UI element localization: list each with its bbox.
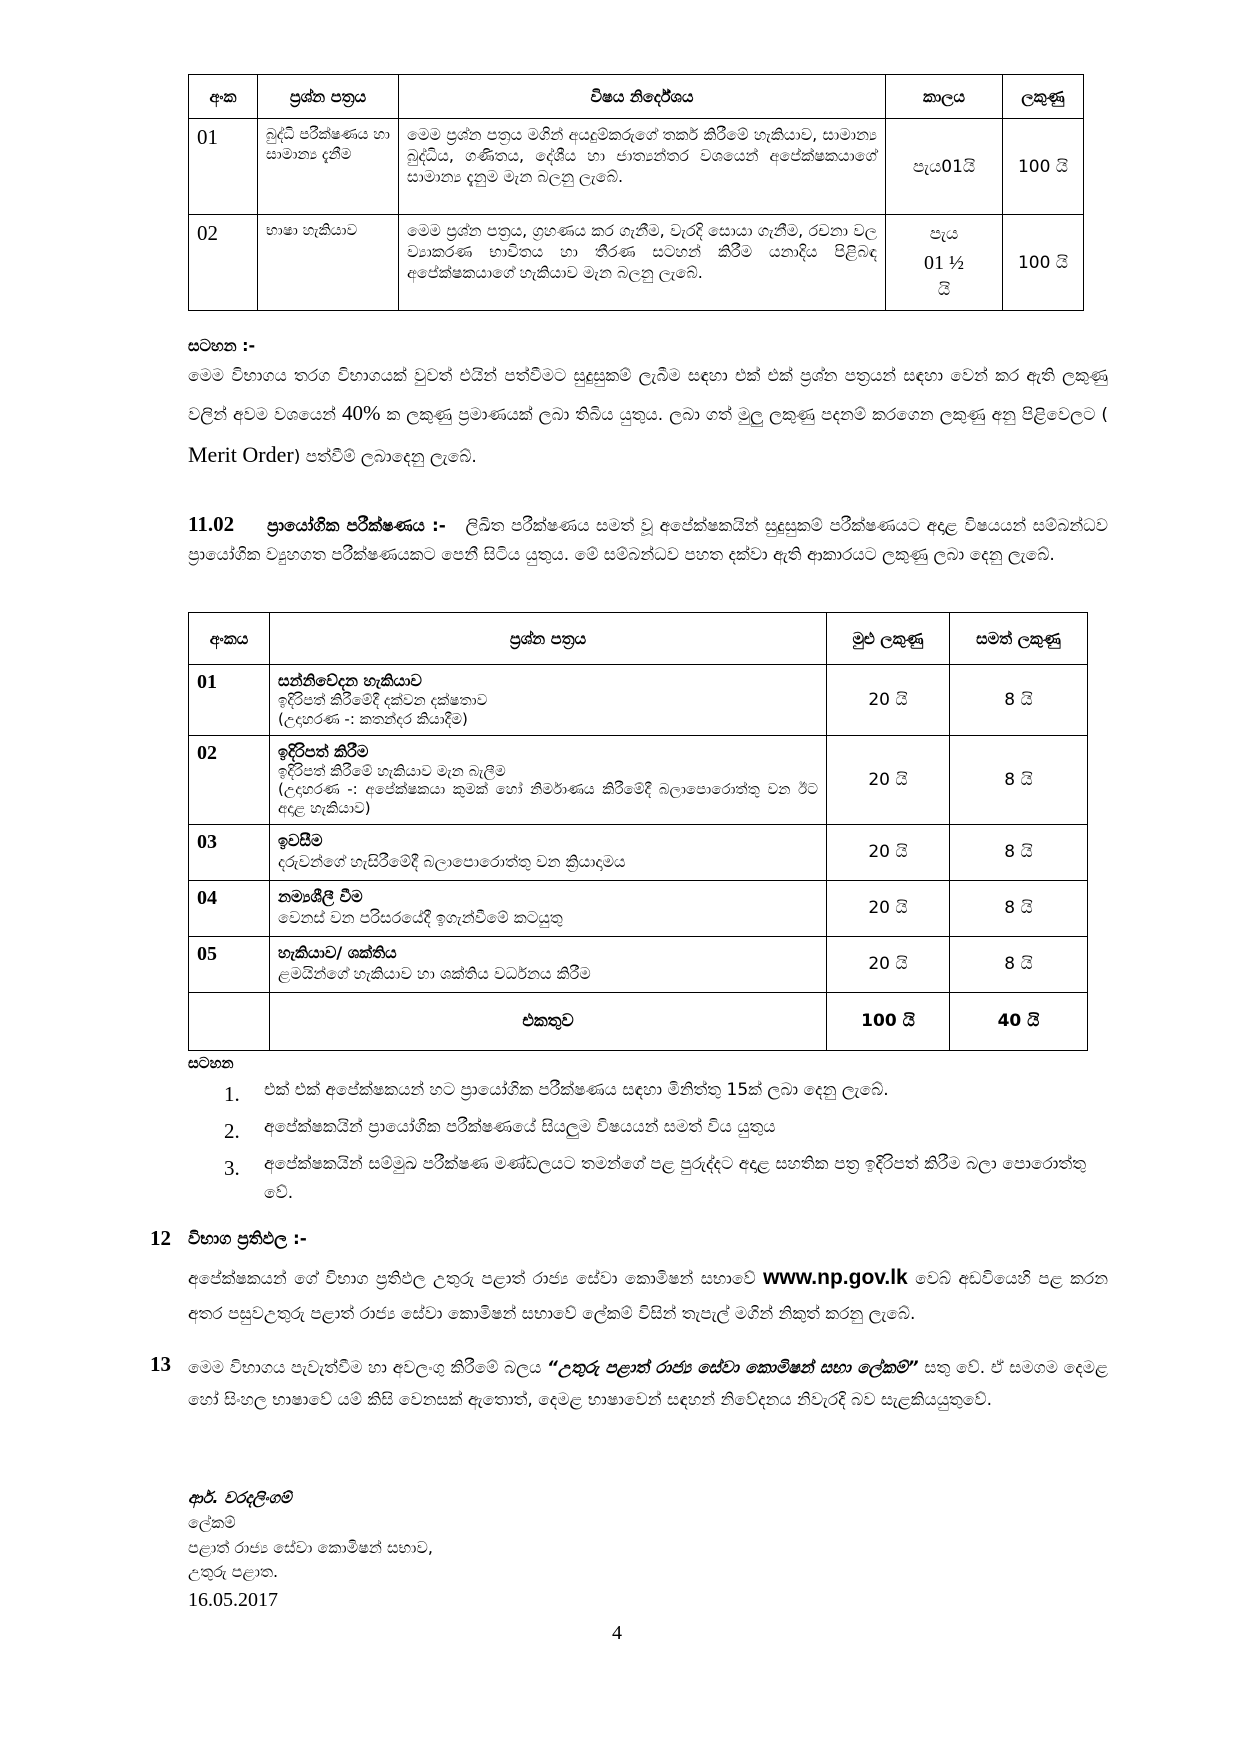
criterion [270, 665, 827, 736]
authority-text: සතු වේ. ඒ සමගම දෙමළ හෝ සිංහල භාෂාවේ යම් කිසි වෙනසක් ඇතොත්, දෙමළ භාෂාවෙන් සඳහන් නිවේදනය නිවැරදි බව සැළකියයුතුවේ. [188, 1358, 1108, 1411]
empty-cell [189, 992, 270, 1050]
total-marks: 20 යි [827, 880, 950, 936]
exam-papers-table [188, 74, 1084, 311]
criterion-title: සන්නිවේදන හැකියාව [278, 671, 422, 690]
item-number: 2. [224, 1118, 240, 1143]
note-text: ) පත්වීම් ලබාදෙනු ලැබේ. [293, 447, 477, 468]
col-header-marks: ලකුණු [1003, 75, 1084, 119]
section-number: 12 [150, 1226, 171, 1250]
website-url: www.np.gov.lk [763, 1266, 908, 1289]
pass-marks: 8 යි [950, 735, 1088, 824]
section-text: ලිඛිත පරීක්ෂණය සමත් වූ අපේක්ෂකයින් සුදුසුකම් පරීක්ෂණයට අදාළ විෂයයන් සම්බන්ධව ප්‍රායෝගික ව්‍යුහගත පරීක්ෂණයකට පෙනී සිටිය යුතුය. මේ සම්බන්ධව පහත දක්වා ඇති ආකාරයට ලකුණු ලබා දෙනු ලැබේ. [188, 516, 1108, 565]
total-label: එකතුව [270, 992, 827, 1050]
grand-total-pass: 40 යි [950, 992, 1088, 1050]
note-heading: සටහන :- [188, 336, 256, 355]
province: උතුරු පළාත. [188, 1562, 279, 1582]
page-number: 4 [612, 1622, 622, 1644]
criterion [270, 880, 827, 936]
criterion-title: නම්‍යශීලී වීම [278, 886, 363, 906]
authority-quote: “උතුරු පළාත් රාජ්‍ය සේවා කොමිෂන් සභා ලේකම්” [547, 1358, 919, 1378]
item-text: අපේක්ෂකයින් සම්මුඛ පරීක්ෂණ මණ්ඩලයට තමන්ගේ පළ පුරුද්දට අදාළ සහතික පත්‍ර ඉදිරිපත් කිරීම බලා පොරොත්තු වේ. [264, 1153, 1086, 1204]
marks: 100 යි [1003, 119, 1084, 215]
criterion-desc: ඉදිරිපත් කිරීමේ හැකියාව මැන බැලීම [278, 761, 506, 780]
table-row [189, 880, 1088, 936]
table-row [189, 824, 1088, 880]
table-row [189, 665, 1088, 736]
criterion-desc: ඉදිරිපත් කිරීමේදී දක්වන දක්ෂතාව [278, 691, 488, 709]
duration-unit: පැය [929, 224, 959, 244]
note-paragraph [188, 360, 1108, 477]
criterion [270, 735, 827, 824]
row-number: 01 [189, 119, 258, 215]
syllabus-text: මෙම ප්‍රශ්න පත්‍රය, ග්‍රහණය කර ගැනීම, වැරදි සොයා ගැනීම, රචනා වල ව්‍යාකරණ භාවිතය හා තීරණ සටහන් කිරීම යනාදිය පිළිබඳ අපේක්ෂකයාගේ හැකියාව මැන බලනු ලැබේ. [399, 215, 886, 311]
results-paragraph [188, 1258, 1108, 1330]
criterion-desc: ළමයින්ගේ හැකියාව හා ශක්තිය වර්ධනය කිරීම [278, 963, 591, 983]
col-header-no: අංකය [189, 613, 270, 665]
criterion-title: හැකියාව/ ශක්තිය [278, 942, 397, 962]
total-marks: 20 යි [827, 735, 950, 824]
total-marks: 20 යි [827, 665, 950, 736]
row-number: 03 [189, 824, 270, 880]
item-text: අපේක්ෂකයින් ප්‍රායෝගික පරීක්ෂණයේ සියලුම විෂයයන් සමත් විය යුතුය [264, 1116, 776, 1137]
signatory-name: ආර්. වරදලිංගම් [188, 1488, 292, 1507]
signatory-title: ලේකම් [188, 1512, 236, 1532]
col-header-total: මුළු ලකුණු [827, 613, 950, 665]
col-header-time: කාලය [886, 75, 1003, 119]
signature-block [188, 1486, 433, 1616]
item-number: 3. [224, 1155, 240, 1180]
table-row [189, 735, 1088, 824]
practical-test-table [188, 612, 1088, 1051]
pass-marks: 8 යි [950, 936, 1088, 992]
col-header-paper: ප්‍රශ්න පත්‍රය [270, 613, 827, 665]
row-number: 05 [189, 936, 270, 992]
table-row [189, 215, 1084, 311]
list-item [224, 1076, 1086, 1113]
results-text: වෙබ් අඩවියෙහි පළ කරන අතර පසුවඋතුරු පළාත් රාජ්‍ය සේවා කොමිෂන් සභාවේ ලේකම් විසින් තැපැල් මගින් නිකුත් කරනු ලැබේ. [188, 1269, 1108, 1324]
results-text: අපේක්ෂකයන් ගේ විභාග ප්‍රතිඵල උතුරු පළාත් රාජ්‍ය සේවා කොමිෂන් සභාවේ [188, 1269, 764, 1289]
criterion [270, 824, 827, 880]
percent-value: 40% [341, 401, 381, 426]
duration: පැය01යි [886, 119, 1003, 215]
row-number: 04 [189, 880, 270, 936]
section-heading: ප්‍රායෝගික පරීක්ෂණය :- [266, 516, 446, 536]
paper-name: භාෂා හැකියාව [258, 215, 399, 311]
list-item [224, 1113, 1086, 1150]
table-row [189, 119, 1084, 215]
total-marks: 20 යි [827, 824, 950, 880]
criterion-title: ඉදිරිපත් කිරීම [278, 741, 369, 761]
duration-value: 01 ½ [924, 251, 964, 274]
duration [886, 215, 1003, 311]
list-item [224, 1150, 1086, 1210]
syllabus-text: මෙම ප්‍රශ්න පත්‍රය මගින් අයදුම්කරුගේ තර්ක කිරීමේ හැකියාව, සාමාන්‍ය බුද්ධිය, ගණිතය, දේශීය හා ජාත්‍යන්තර වශයෙන් අපේක්ෂකයාගේ සාමාන්‍ය දැනුම මැන බලනු ලැබේ. [399, 119, 886, 215]
col-header-paper: ප්‍රශ්න පත්‍රය [258, 75, 399, 119]
authority-text: මෙම විභාගය පැවැත්වීම හා අවලංගු කිරීමේ බලය [188, 1358, 548, 1378]
section-heading: විභාග ප්‍රතිඵල :- [188, 1229, 307, 1249]
criterion-example: (උදාහරණ -: කතන්දර කියාදීම) [278, 709, 468, 728]
row-number: 01 [189, 665, 270, 736]
row-number: 02 [189, 215, 258, 311]
pass-marks: 8 යි [950, 880, 1088, 936]
criterion-desc: වෙනස් වන පරිසරයේදී ඉගැන්වීමේ කටයුතු [278, 907, 563, 927]
pass-marks: 8 යි [950, 824, 1088, 880]
table-row [189, 936, 1088, 992]
date: 16.05.2017 [188, 1589, 278, 1612]
criterion-title: ඉවසීම [278, 830, 323, 850]
total-marks: 20 යි [827, 936, 950, 992]
criterion [270, 936, 827, 992]
item-number: 1. [224, 1082, 240, 1106]
paper-name: බුද්ධි පරීක්ෂණය හා සාමාන්‍ය දැනීම [258, 119, 399, 215]
col-header-pass: සමත් ලකුණු [950, 613, 1088, 665]
criterion-example: (උදාහරණ -: අපේක්ෂකයා කුමක් හෝ නිර්මාණය කිරීමේදී බලාපොරොත්තු වන ඊට අදාළ හැකියාව) [278, 780, 818, 817]
col-header-no: අංක [189, 75, 258, 119]
section-number: 13 [150, 1352, 171, 1376]
note-text: ක ලකුණු ප්‍රමාණයක් ලබා තිබිය යුතුය. ලබා ගත් මුලු ලකුණු පදනම් කරගෙන ලකුණු අනු පිළිවෙලට ( [380, 405, 1108, 426]
criterion-desc: දරුවන්ගේ හැසිරීමේදී බලාපොරොත්තු වන ක්‍රියාදාමය [278, 851, 626, 871]
grand-total-marks: 100 යි [827, 992, 950, 1050]
row-number: 02 [189, 735, 270, 824]
item-text: එක් එක් අපේක්ෂකයන් හට ප්‍රායෝගික පරීක්ෂණය සඳහා මිනිත්තු 15ක් ලබා දෙනු ලැබේ. [264, 1080, 889, 1100]
note-list [224, 1076, 1086, 1209]
authority-paragraph [188, 1352, 1108, 1417]
duration-suffix: යි [937, 279, 951, 300]
merit-order-term: Merit Order [188, 442, 294, 468]
section-number: 11.02 [188, 512, 235, 536]
organization: පළාත් රාජ්‍ය සේවා කොමිෂන් සභාව, [188, 1537, 433, 1557]
pass-marks: 8 යි [950, 665, 1088, 736]
note-heading: සටහන [188, 1054, 234, 1072]
marks: 100 යි [1003, 215, 1084, 311]
note-text: මෙම විභාගය තරග විභාගයක් වුවත් එයින් පත්වීමට සුදුසුකම් ලැබීම සඳහා එක් එක් ප්‍රශ්න පත්‍රයන් සඳහා වෙන් කර ඇති ලකුණු වලින් අවම වශයෙන් [188, 366, 1108, 426]
table-total-row [189, 992, 1088, 1050]
section-11-02 [188, 508, 1108, 569]
col-header-syllabus: විෂය නිර්දේශය [399, 75, 886, 119]
